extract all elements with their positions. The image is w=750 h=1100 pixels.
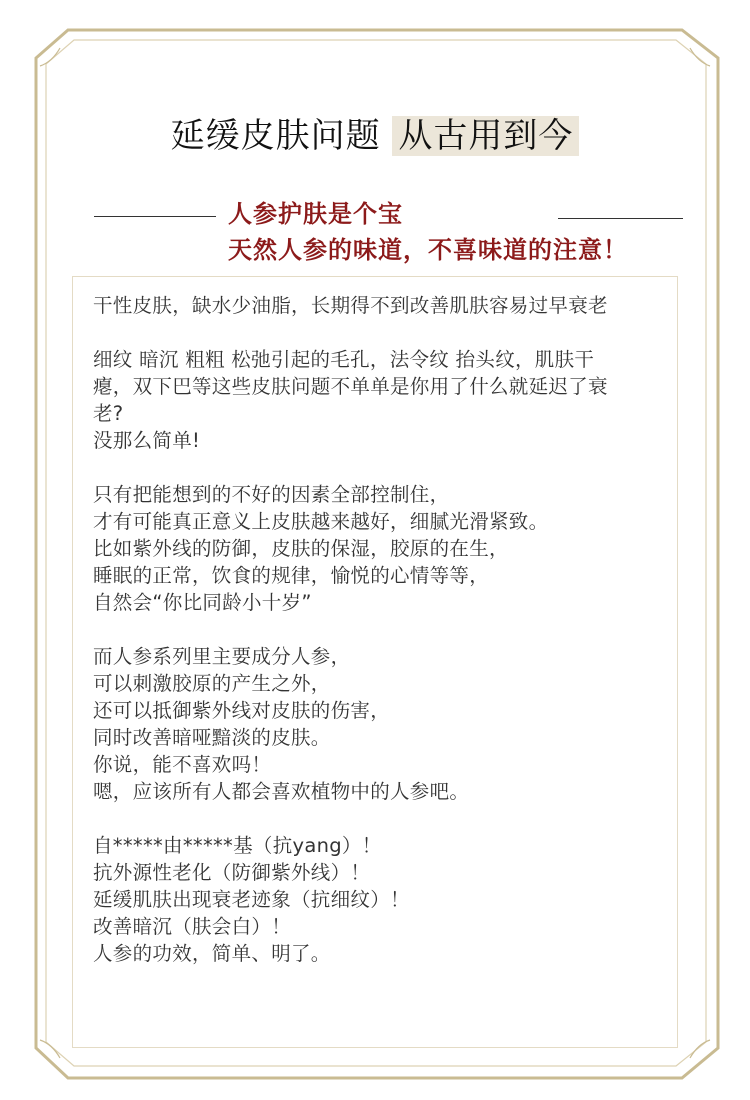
paragraph-1: 干性皮肤，缺水少油脂，长期得不到改善肌肤容易过早衰老 [93,294,608,317]
body-text [93,292,673,967]
paragraph-4: 而人参系列里主要成分人参， 可以刺激胶原的产生之外， 还可以抵御紫外线对皮肤的伤害， 同时改善暗哑黯淡的皮肤。 你说，能不喜欢吗！ 嗯，应该所有人都会喜欢植物中的人参吧。 [93,645,470,803]
title-highlight: 从古用到今 [392,116,579,156]
paragraph-5: 自*****由*****基（抗yang）！ 抗外源性老化（防御紫外线）！ 延缓肌肤出现衰老迹象（抗细纹）！ 改善暗沉（肤会白）！ 人参的功效，简单、明了。 [93,834,410,965]
title-main: 延缓皮肤问题 [170,116,393,156]
paragraph-2: 细纹 暗沉 粗粗 松弛引起的毛孔，法令纹 抬头纹，肌肤干 瘪，双下巴等这些皮肤问题不单单是你用了什么就延迟了衰 老? 没那么简单! [93,348,608,452]
subtitle-line-2: 天然人参的味道，不喜味道的注意！ [228,236,628,264]
subtitle-line-1: 人参护肤是个宝 [228,200,403,228]
page-title [0,108,750,157]
paragraph-3: 只有把能想到的不好的因素全部控制住， 才有可能真正意义上皮肤越来越好，细腻光滑紧致。 比如紫外线的防御，皮肤的保湿，胶原的在生， 睡眠的正常，饮食的规律，愉悦的心情等等， 自然会“你比同龄小十岁” [93,483,549,614]
subtitle-rule-left [94,216,216,217]
subtitle-rule-right [558,218,683,219]
